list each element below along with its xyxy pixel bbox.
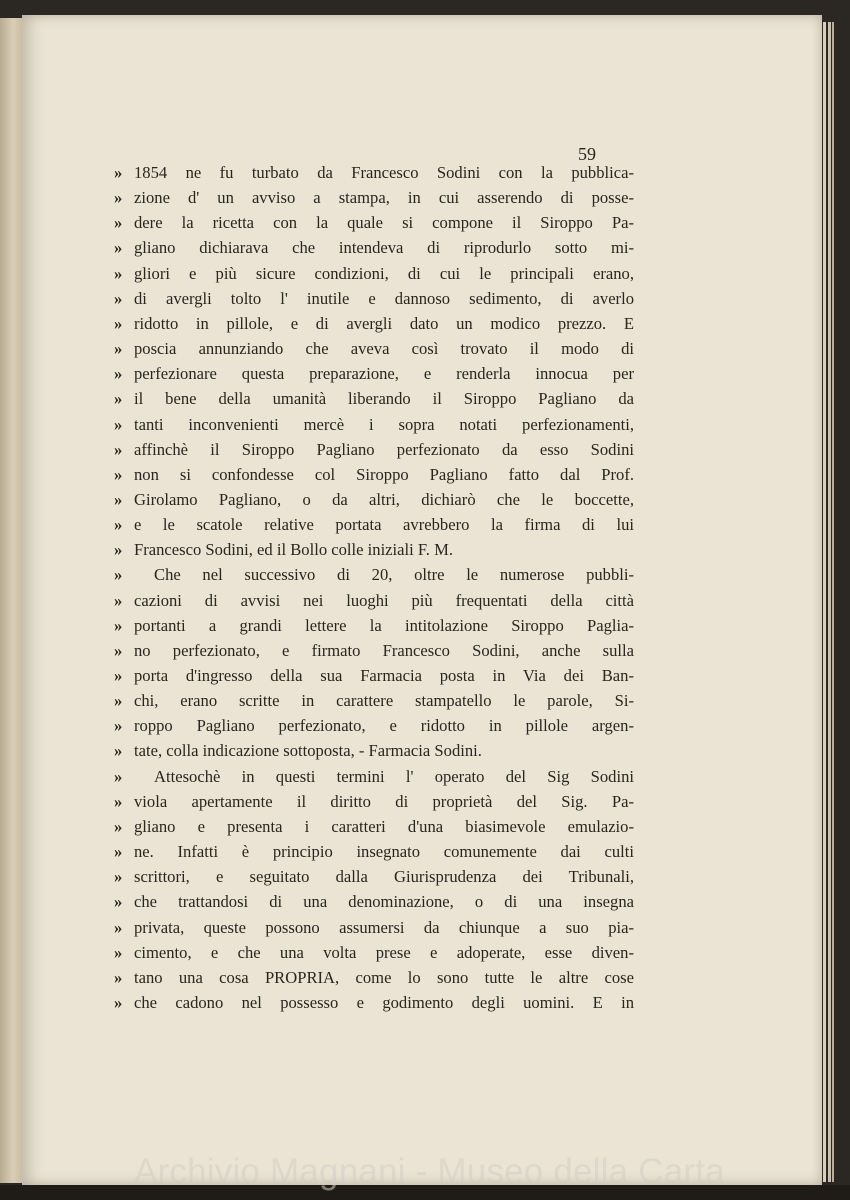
text-line-content: viola apertamente il diritto di proprietà del Sig. Pa- [134, 791, 634, 811]
quote-mark: » [114, 741, 123, 761]
text-line [114, 638, 634, 663]
quote-mark: » [114, 791, 123, 811]
text-line-content: gliano e presenta i caratteri d'una biasimevole emulazio- [134, 816, 634, 836]
text-line [114, 889, 634, 914]
quote-mark: » [114, 842, 123, 862]
quote-mark: » [114, 515, 123, 535]
text-line [114, 286, 634, 311]
text-line [114, 613, 634, 638]
text-line-content: Che nel successivo di 20, oltre le numerose pubbli- [154, 565, 634, 585]
text-line-content: non si confondesse col Siroppo Pagliano fatto dal Prof. [134, 464, 634, 484]
quote-mark: » [114, 339, 123, 359]
text-line-content: no perfezionato, e firmato Francesco Sodini, anche sulla [134, 640, 634, 660]
text-line-content: perfezionare questa preparazione, e renderla innocua per [134, 364, 634, 384]
text-line-content: di avergli tolto l' inutile e dannoso sedimento, di averlo [134, 288, 634, 308]
text-line-content: cimento, e che una volta prese e adoperate, esse diven- [134, 942, 634, 962]
archive-watermark: Archivio Magnani - Museo della Carta [134, 1152, 725, 1191]
text-line [114, 160, 634, 185]
quote-mark: » [114, 414, 123, 434]
text-line-content: e le scatole relative portata avrebbero la firma di lui [134, 515, 634, 535]
text-line [114, 713, 634, 738]
text-line [114, 562, 634, 587]
text-line-content: tano una cosa PROPRIA, come lo sono tutte le altre cose [134, 967, 634, 987]
quote-mark: » [114, 489, 123, 509]
quote-mark: » [114, 967, 123, 987]
text-line-content: scrittori, e seguitato dalla Giurisprudenza dei Tribunali, [134, 867, 634, 887]
quote-mark: » [114, 163, 123, 182]
text-line-content: cazioni di avvisi nei luoghi più frequentati della città [134, 590, 634, 610]
text-line [114, 512, 634, 537]
quote-mark: » [114, 615, 123, 635]
text-line-content: privata, queste possono assumersi da chiunque a suo pia- [134, 917, 634, 937]
quote-mark: » [114, 188, 123, 208]
text-line [114, 235, 634, 260]
text-line [114, 688, 634, 713]
text-line [114, 462, 634, 487]
text-line [114, 386, 634, 411]
quote-mark: » [114, 816, 123, 836]
text-line-content: chi, erano scritte in carattere stampatello le parole, Si- [134, 691, 634, 711]
text-line-content: tanti inconvenienti mercè i sopra notati perfezionamenti, [134, 414, 634, 434]
text-line-content: poscia annunziando che aveva così trovato il modo di [134, 339, 634, 359]
quote-mark: » [114, 766, 123, 786]
quote-mark: » [114, 666, 123, 685]
text-line [114, 814, 634, 839]
text-line [114, 789, 634, 814]
text-line-content: ridotto in pillole, e di avergli dato un modico prezzo. E [134, 313, 634, 333]
quote-mark: » [114, 540, 123, 560]
quote-mark: » [114, 691, 123, 711]
text-line-content: ne. Infatti è principio insegnato comunemente dai culti [134, 842, 634, 862]
text-line-content: affinchè il Siroppo Pagliano perfezionato da esso Sodini [134, 439, 634, 459]
quote-mark: » [114, 867, 123, 887]
quote-mark: » [114, 313, 123, 333]
page-number: 59 [578, 144, 596, 164]
text-line-content: 1854 ne fu turbato da Francesco Sodini con la pubblica- [134, 163, 634, 182]
quote-mark: » [114, 389, 123, 409]
quote-mark: » [114, 439, 123, 459]
quote-mark: » [114, 263, 123, 283]
text-line [114, 210, 634, 235]
text-line [114, 764, 634, 789]
quote-mark: » [114, 590, 123, 610]
text-line-content: tate, colla indicazione sottoposta, - Farmacia Sodini. [134, 741, 482, 761]
text-line [114, 990, 634, 1015]
text-line [114, 738, 634, 763]
quote-mark: » [114, 213, 123, 233]
text-line [114, 336, 634, 361]
text-line [114, 437, 634, 462]
quote-mark: » [114, 892, 123, 912]
text-line-content: zione d' un avviso a stampa, in cui asserendo di posse- [134, 188, 634, 208]
text-line [114, 185, 634, 210]
text-line [114, 537, 634, 562]
text-line [114, 311, 634, 336]
text-line [114, 940, 634, 965]
quote-mark: » [114, 716, 123, 736]
text-line-content: Girolamo Pagliano, o da altri, dichiarò che le boccette, [134, 489, 634, 509]
text-line [114, 361, 634, 386]
quote-mark: » [114, 565, 123, 585]
quote-mark: » [114, 364, 123, 384]
text-line [114, 663, 634, 688]
quote-mark: » [114, 942, 123, 962]
text-line [114, 588, 634, 613]
text-line-content: gliori e più sicure condizioni, di cui le principali erano, [134, 263, 634, 283]
text-line-content: portanti a grandi lettere la intitolazione Siroppo Paglia- [134, 615, 634, 635]
text-line-content: il bene della umanità liberando il Siroppo Pagliano da [134, 389, 634, 409]
text-line-content: Attesochè in questi termini l' operato del Sig Sodini [154, 766, 634, 786]
text-line-content: che trattandosi di una denominazione, o di una insegna [134, 892, 634, 912]
text-line-content: porta d'ingresso della sua Farmacia posta in Via dei Ban- [134, 666, 634, 685]
quote-mark: » [114, 992, 123, 1012]
text-line-content: che cadono nel possesso e godimento degli uomini. E in [134, 992, 634, 1012]
text-line-content: dere la ricetta con la quale si compone il Siroppo Pa- [134, 213, 634, 233]
quote-mark: » [114, 238, 123, 258]
quote-mark: » [114, 917, 123, 937]
text-line [114, 261, 634, 286]
text-line [114, 965, 634, 990]
text-line [114, 915, 634, 940]
text-line [114, 487, 634, 512]
quote-mark: » [114, 640, 123, 660]
quote-mark: » [114, 464, 123, 484]
text-line-content: roppo Pagliano perfezionato, e ridotto in pillole argen- [134, 716, 634, 736]
text-line-content: Francesco Sodini, ed il Bollo colle iniziali F. M. [134, 540, 453, 560]
text-line-content: gliano dichiarava che intendeva di riprodurlo sotto mi- [134, 238, 634, 258]
quote-mark: » [114, 288, 123, 308]
text-line [114, 864, 634, 889]
text-line [114, 412, 634, 437]
text-line [114, 839, 634, 864]
